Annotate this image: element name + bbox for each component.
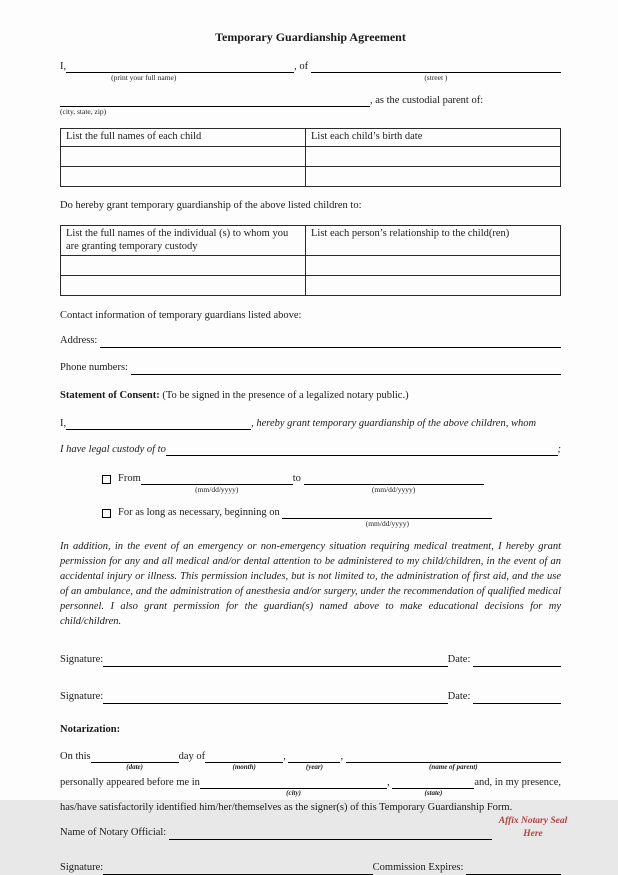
signature-blank[interactable] [103, 691, 447, 704]
commission-expires-label: Commission Expires: [372, 862, 466, 874]
print-name-hint: (print your full name) [111, 73, 177, 83]
custodial-label: , as the custodial parent of: [370, 94, 484, 106]
consent-semicolon: ; [557, 443, 561, 455]
i-label: I, [60, 60, 67, 72]
page-title: Temporary Guardianship Agreement [215, 30, 406, 44]
of-label: , of [294, 60, 311, 72]
month-hint: (month) [232, 763, 256, 772]
notary-year-blank[interactable] [288, 750, 340, 772]
child-name-cell[interactable] [61, 167, 306, 187]
medical-consent-paragraph: In addition, in the event of an emergency or non-emergency situation requiring medical treatment, I hereby grant permission for any and all medical and/or dental attention to be administered to my child/children, in the event of an accidental injury or illness. This permission includes, but is not limited to, the administration of first aid, and the use of an ambulance, and the administration of anesthesia and/or surgery, under the recommendation of qualified medical personnel. I also grant permission for the guardian(s) named above to make educational decisions for my child/children. [60, 541, 561, 627]
phone-label: Phone numbers: [60, 362, 131, 374]
consent-heading-rest: (To be signed in the presence of a legalized notary public.) [162, 389, 409, 401]
signature-label: Signature: [60, 654, 104, 666]
notary-state-blank[interactable] [392, 776, 474, 798]
necessary-label: For as long as necessary, beginning on [118, 506, 283, 518]
city-line [60, 94, 561, 117]
consent-heading-bold: Statement of Consent: [60, 389, 163, 401]
to-date-hint: (mm/dd/yyyy) [371, 485, 416, 495]
children-table-header-row [61, 129, 561, 147]
consent-line-1 [60, 417, 561, 430]
notary-official-label: Name of Notary Official: [60, 827, 169, 839]
beginning-date-hint: (mm/dd/yyyy) [365, 519, 410, 529]
signature-label: Signature: [60, 862, 104, 874]
consent-line-2 [60, 443, 561, 456]
signature-label: Signature: [60, 691, 104, 703]
to-date-blank[interactable] [304, 472, 484, 495]
notary-official-blank[interactable] [169, 827, 492, 840]
guardian-relationship-header: List each person’s relationship to the child(ren) [306, 225, 561, 255]
date-blank[interactable] [473, 691, 561, 704]
guardian-name-cell[interactable] [61, 256, 306, 276]
notary-month-blank[interactable] [205, 750, 283, 772]
city-hint: (city) [286, 789, 301, 798]
date-hint: (date) [126, 763, 143, 772]
notary-official-section [60, 815, 568, 840]
address-blank[interactable] [100, 335, 561, 348]
guardians-table-header-row [61, 225, 561, 255]
grant-statement: Do hereby grant temporary guardianship of the above listed children to: [60, 200, 362, 212]
notary-date-line [60, 750, 561, 772]
table-row [61, 256, 561, 276]
date-blank[interactable] [473, 654, 561, 667]
on-this-label: On this [60, 750, 91, 762]
as-long-as-necessary-checkbox[interactable] [102, 509, 111, 518]
comma: , [283, 750, 286, 762]
as-long-as-necessary-option [102, 506, 561, 529]
consent-name-blank[interactable] [66, 417, 251, 430]
child-name-cell[interactable] [61, 147, 306, 167]
notary-signature-blank[interactable] [103, 862, 372, 875]
address-label: Address: [60, 335, 100, 347]
street-blank[interactable] [311, 60, 561, 83]
presence-label: and, in my presence, [474, 776, 561, 788]
children-name-header: List the full names of each child [61, 129, 306, 147]
parent-name-street-line [60, 60, 561, 83]
children-birthdate-header: List each child’s birth date [306, 129, 561, 147]
year-hint: (year) [305, 763, 323, 772]
parent-name-blank[interactable] [66, 60, 294, 83]
signature-blank[interactable] [103, 654, 447, 667]
commission-date-blank[interactable] [466, 862, 561, 875]
date-label: Date: [447, 691, 473, 703]
consent-line1-text: , hereby grant temporary guardianship of the above children, whom [251, 417, 537, 429]
table-row [61, 167, 561, 187]
consent-heading [60, 390, 561, 403]
table-row [61, 276, 561, 296]
guardian-relationship-cell[interactable] [306, 256, 561, 276]
phone-blank[interactable] [131, 362, 561, 375]
notary-day-blank[interactable] [91, 750, 179, 772]
contact-heading: Contact information of temporary guardians listed above: [60, 310, 302, 322]
from-date-blank[interactable] [141, 472, 293, 495]
notary-official-line [60, 827, 492, 840]
notary-city-blank[interactable] [200, 776, 387, 798]
affix-notary-seal-note: Affix Notary Seal Here [498, 815, 568, 839]
to-label: to [292, 472, 304, 484]
street-hint: (street ) [424, 73, 448, 83]
address-line [60, 335, 561, 348]
city-hint: (city, state, zip) [60, 107, 107, 117]
from-label: From [118, 472, 141, 484]
appeared-label: personally appeared before me in [60, 776, 200, 788]
beginning-date-blank[interactable] [282, 506, 492, 529]
from-date-hint: (mm/dd/yyyy) [195, 485, 239, 495]
guardian-relationship-cell[interactable] [306, 276, 561, 296]
notary-appearance-line [60, 776, 561, 798]
notary-signature-line [60, 862, 561, 875]
signature-line-2 [60, 691, 561, 704]
from-to-checkbox[interactable] [102, 475, 111, 484]
notarization-heading: Notarization: [60, 723, 121, 735]
state-hint: (state) [424, 789, 443, 798]
notary-identified-text: has/have satisfactorily identified him/her/themselves as the signer(s) of this Temporary Guardianship Form. [60, 802, 513, 814]
day-of-label: day of [178, 750, 206, 762]
consent-i-label: I, [60, 417, 67, 429]
children-table [60, 128, 561, 187]
from-to-option [102, 472, 561, 495]
consent-guardian-blank[interactable] [166, 443, 558, 456]
city-state-zip-blank[interactable] [60, 94, 370, 117]
guardian-name-header: List the full names of the individual (s) to whom you are granting temporary custody [61, 225, 306, 255]
notary-parent-name-blank[interactable] [346, 750, 561, 772]
name-of-parent-hint: (name of parent) [429, 763, 478, 772]
child-birthdate-cell[interactable] [306, 147, 561, 167]
comma: , [387, 776, 390, 788]
comma: , [340, 750, 344, 762]
consent-custody-label: I have legal custody of to [60, 443, 166, 455]
child-birthdate-cell[interactable] [306, 167, 561, 187]
signature-line-1 [60, 654, 561, 667]
guardians-table [60, 225, 561, 296]
table-row [61, 147, 561, 167]
date-label: Date: [447, 654, 473, 666]
guardian-name-cell[interactable] [61, 276, 306, 296]
phone-line [60, 362, 561, 375]
